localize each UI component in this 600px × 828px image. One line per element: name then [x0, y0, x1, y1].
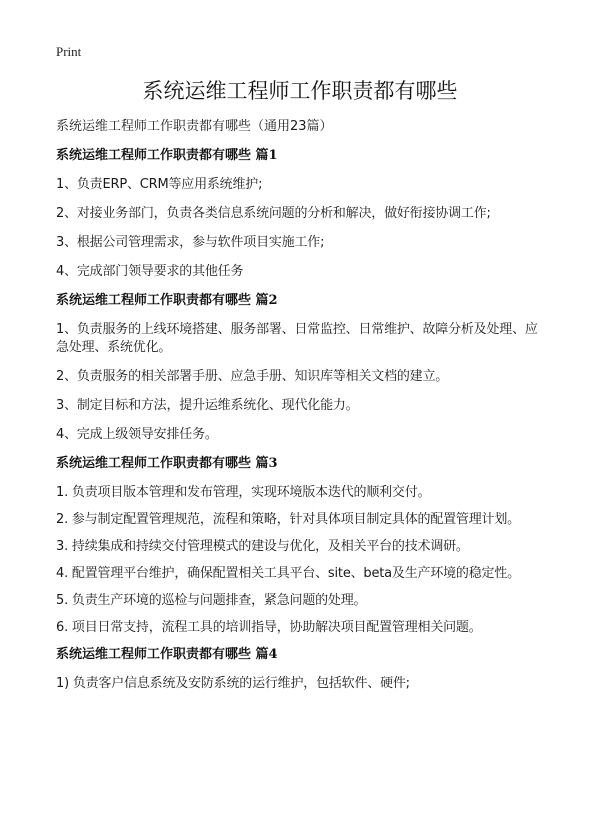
section-heading: 系统运维工程师工作职责都有哪些 篇3: [56, 456, 278, 471]
list-item: 3、根据公司管理需求，参与软件项目实施工作;: [56, 235, 325, 250]
section-2: [56, 292, 544, 444]
print-link[interactable]: Print: [56, 44, 82, 59]
list-item: 6. 项目日常支持，流程工具的培训指导，协助解决项目配置管理相关问题。: [56, 620, 482, 635]
list-item: 3、制定目标和方法，提升运维系统化、现代化能力。: [56, 398, 359, 413]
list-item: 1、负责服务的上线环境搭建、服务部署、日常监控、日常维护、故障分析及处理、应急处理、系统优化。: [56, 322, 538, 355]
document-subtitle: 系统运维工程师工作职责都有哪些（通用23篇）: [56, 119, 333, 134]
section-1: [56, 147, 544, 281]
list-item: 1) 负责客户信息系统及安防系统的运行维护，包括软件、硬件;: [56, 676, 410, 691]
list-item: 3. 持续集成和持续交付管理模式的建设与优化，及相关平台的技术调研。: [56, 539, 469, 554]
section-heading: 系统运维工程师工作职责都有哪些 篇4: [56, 647, 278, 662]
section-4: [56, 646, 544, 693]
document-title: 系统运维工程师工作职责都有哪些: [142, 79, 458, 103]
list-item: 1. 负责项目版本管理和发布管理，实现环境版本迭代的顺利交付。: [56, 485, 431, 500]
section-3: [56, 455, 544, 637]
list-item: 1、负责ERP、CRM等应用系统维护;: [56, 177, 263, 192]
section-heading: 系统运维工程师工作职责都有哪些 篇1: [56, 148, 278, 163]
list-item: 4、完成上级领导安排任务。: [56, 427, 218, 442]
list-item: 2. 参与制定配置管理规范，流程和策略，针对具体项目制定具体的配置管理计划。: [56, 512, 520, 527]
section-heading: 系统运维工程师工作职责都有哪些 篇2: [56, 293, 278, 308]
list-item: 2、负责服务的相关部署手册、应急手册、知识库等相关文档的建立。: [56, 369, 449, 384]
list-item: 4、完成部门领导要求的其他任务: [56, 264, 244, 279]
list-item: 4. 配置管理平台维护，确保配置相关工具平台、site、beta及生产环境的稳定性。: [56, 566, 520, 581]
list-item: 5. 负责生产环境的巡检与问题排查，紧急问题的处理。: [56, 593, 367, 608]
list-item: 2、对接业务部门，负责各类信息系统问题的分析和解决，做好衔接协调工作;: [56, 206, 491, 221]
